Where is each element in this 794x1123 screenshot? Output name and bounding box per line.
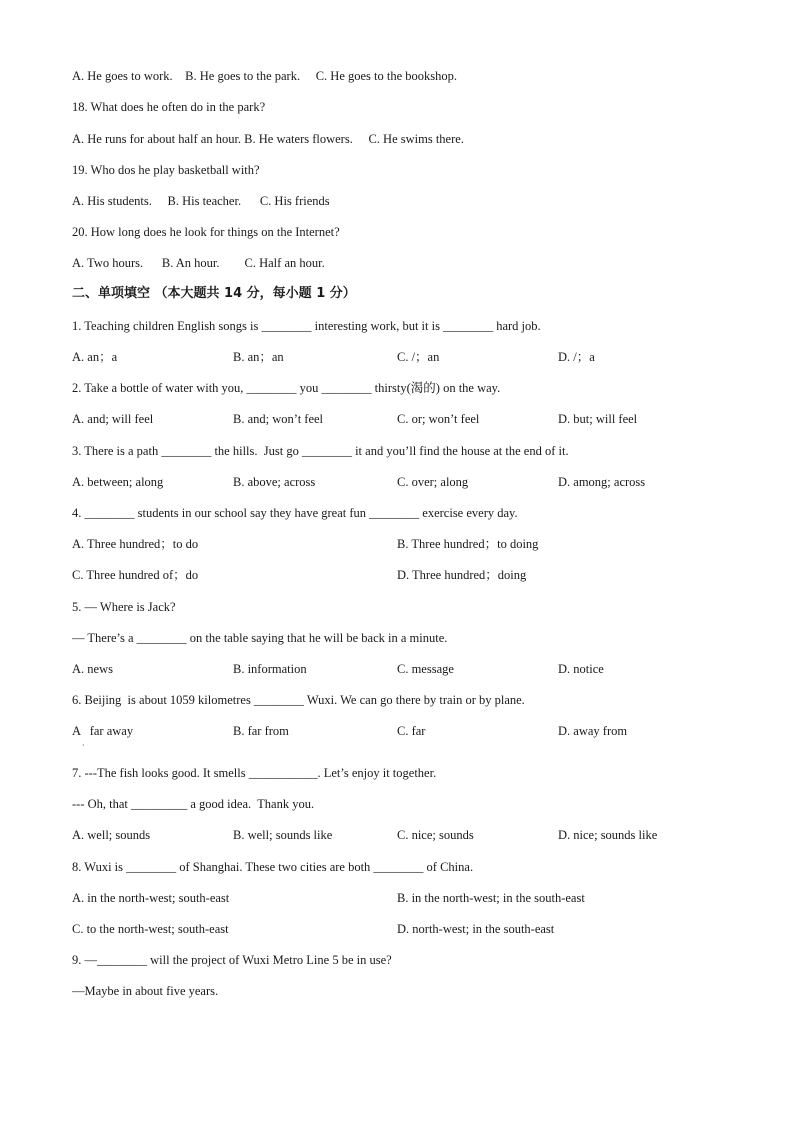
q7-stem-reply: --- Oh, that _________ a good idea. Thank you. <box>72 797 315 811</box>
q8-option-c: C. to the north-west; south-east <box>72 922 229 936</box>
section-heading: 二、单项填空 （本大题共 14 分，每小题 1 分） <box>72 286 356 301</box>
q3-option-b: B. above; across <box>233 475 316 489</box>
q7-option-a: A. well; sounds <box>72 828 151 842</box>
q1-option-a: A. an；a <box>72 350 118 364</box>
q2-option-c: C. or; won’t feel <box>397 412 480 426</box>
q9-stem: 9. —________ will the project of Wuxi Metro Line 5 be in use? <box>72 953 392 967</box>
q18-stem: 18. What does he often do in the park? <box>72 100 266 114</box>
q5-option-b: B. information <box>233 662 307 676</box>
q6-option-a: A far away <box>72 724 134 738</box>
stray-dot-mark: · <box>82 741 85 750</box>
q7-option-d: D. nice; sounds like <box>558 828 658 842</box>
q1-option-c: C. /；an <box>397 350 440 364</box>
q1-option-b: B. an；an <box>233 350 284 364</box>
q5-option-a: A. news <box>72 662 113 676</box>
q6-option-b: B. far from <box>233 724 289 738</box>
q3-stem: 3. There is a path ________ the hills. Just go ________ it and you’ll find the house at the end of it. <box>72 444 569 458</box>
q8-option-d: D. north-west; in the south-east <box>397 922 555 936</box>
q7-option-b: B. well; sounds like <box>233 828 333 842</box>
q4-option-b: B. Three hundred；to doing <box>397 537 539 551</box>
q1-stem: 1. Teaching children English songs is ________ interesting work, but it is ________ hard job. <box>72 319 541 333</box>
q19-options: A. His students. B. His teacher. C. His friends <box>72 194 330 208</box>
q7-stem: 7. ---The fish looks good. It smells ___________. Let’s enjoy it together. <box>72 766 437 780</box>
q7-option-c: C. nice; sounds <box>397 828 474 842</box>
q20-options: A. Two hours. B. An hour. C. Half an hour. <box>72 256 325 270</box>
q2-option-a: A. and; will feel <box>72 412 154 426</box>
q6-stem: 6. Beijing is about 1059 kilometres ________ Wuxi. We can go there by train or by plane. <box>72 693 525 707</box>
q4-stem: 4. ________ students in our school say they have great fun ________ exercise every day. <box>72 506 518 520</box>
q3-option-a: A. between; along <box>72 475 164 489</box>
q5-stem-reply: — There’s a ________ on the table saying that he will be back in a minute. <box>72 631 448 645</box>
q6-option-c: C. far <box>397 724 426 738</box>
q20-stem: 20. How long does he look for things on the Internet? <box>72 225 340 239</box>
q8-stem: 8. Wuxi is ________ of Shanghai. These two cities are both ________ of China. <box>72 860 474 874</box>
q3-option-d: D. among; across <box>558 475 646 489</box>
q8-option-b: B. in the north-west; in the south-east <box>397 891 585 905</box>
q5-stem: 5. — Where is Jack? <box>72 600 176 614</box>
q9-stem-reply: —Maybe in about five years. <box>72 984 219 998</box>
q4-option-d: D. Three hundred；doing <box>397 568 527 582</box>
q3-option-c: C. over; along <box>397 475 469 489</box>
q17-options: A. He goes to work. B. He goes to the park. C. He goes to the bookshop. <box>72 69 458 83</box>
q2-option-b: B. and; won’t feel <box>233 412 324 426</box>
q18-options: A. He runs for about half an hour. B. He waters flowers. C. He swims there. <box>72 132 464 146</box>
q2-option-d: D. but; will feel <box>558 412 638 426</box>
q5-option-d: D. notice <box>558 662 604 676</box>
q2-stem: 2. Take a bottle of water with you, ________ you ________ thirsty(渴的) on the way. <box>72 381 501 395</box>
q6-option-d: D. away from <box>558 724 628 738</box>
q1-option-d: D. /；a <box>558 350 595 364</box>
q5-option-c: C. message <box>397 662 454 676</box>
q8-option-a: A. in the north-west; south-east <box>72 891 230 905</box>
q4-option-a: A. Three hundred；to do <box>72 537 199 551</box>
q4-option-c: C. Three hundred of；do <box>72 568 199 582</box>
q19-stem: 19. Who dos he play basketball with? <box>72 163 260 177</box>
